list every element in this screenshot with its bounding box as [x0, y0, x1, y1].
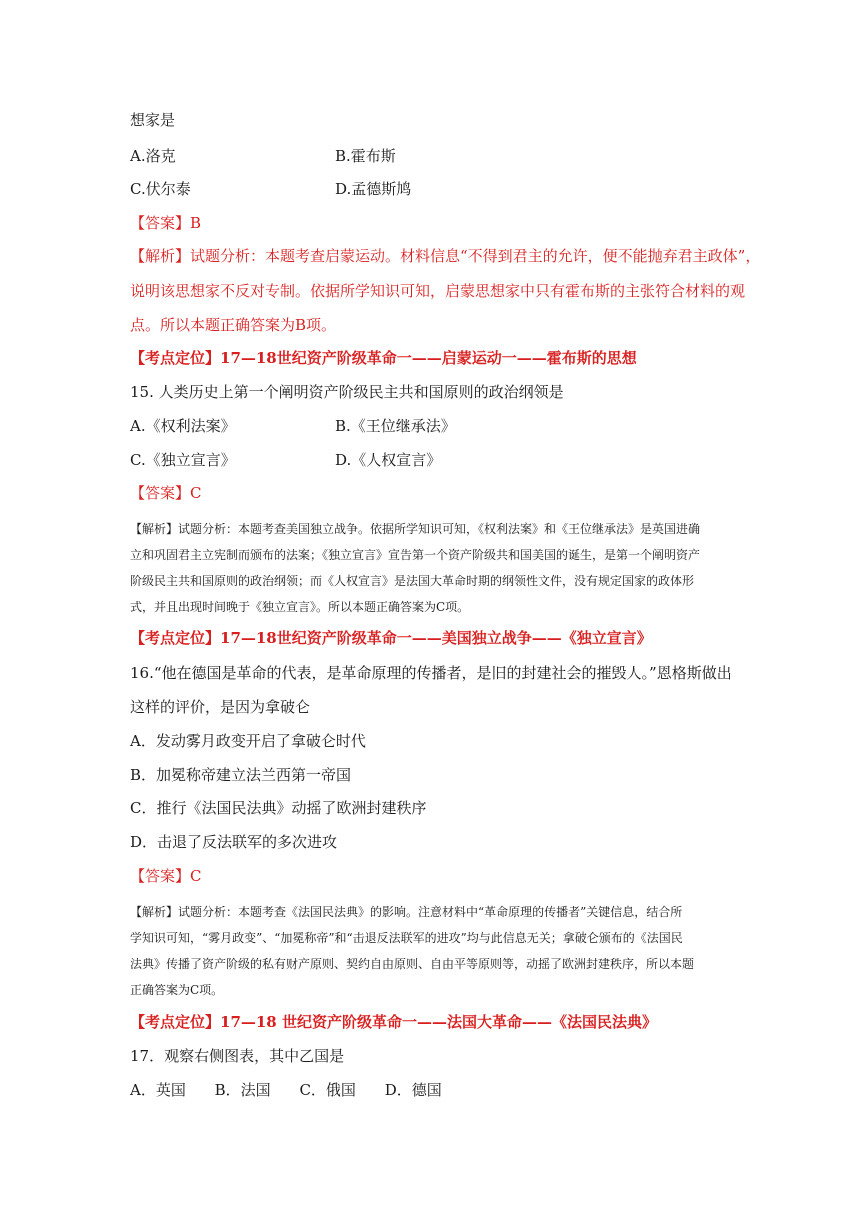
q15-option-c: C.《独立宣言》: [130, 451, 236, 469]
q14-analysis-line: 说明该思想家不反对专制。依据所学知识可知，启蒙思想家中只有霍布斯的主张符合材料的观: [130, 282, 746, 300]
q17-stem: 17．观察右侧图表，其中乙国是: [130, 1047, 345, 1065]
q14-analysis-line: 点。所以本题正确答案为B项。: [130, 316, 337, 334]
q14-option-a: A.洛克: [130, 147, 176, 165]
q16-location: 【考点定位】17—18 世纪资产阶级革命一——法国大革命——《法国民法典》: [130, 1013, 657, 1031]
q16-option-d: D．击退了反法联军的多次进攻: [130, 833, 338, 851]
q16-analysis-line: 学知识可知，“雾月政变”、“加冕称帝”和“击退反法联军的进攻”均与此信息无关；拿破仑颁布的《法国民: [130, 931, 683, 945]
q16-analysis-line: 法典》传播了资产阶级的私有财产原则、契约自由原则、自由平等原则等，动摇了欧洲封建秩序，所以本题: [130, 957, 695, 971]
q16-analysis-line: 正确答案为C项。: [130, 983, 224, 997]
q14-location: 【考点定位】17—18世纪资产阶级革命一——启蒙运动一——霍布斯的思想: [130, 349, 637, 367]
q17-option-a: A．英国: [130, 1081, 186, 1099]
q16-option-c: C．推行《法国民法典》动摇了欧洲封建秩序: [130, 799, 427, 817]
q15-option-b: B.《王位继承法》: [335, 417, 456, 435]
q17-option-c: C．俄国: [299, 1081, 356, 1099]
q17-option-b: B．法国: [214, 1081, 271, 1099]
q16-answer: 【答案】C: [130, 867, 202, 885]
q15-option-d: D.《人权宣言》: [335, 451, 442, 469]
q17-options: [130, 1080, 466, 1100]
q15-analysis-line: 阶级民主共和国原则的政治纲领；而《人权宣言》是法国大革命时期的纲领性文件，没有规定国家的政体形: [130, 574, 695, 588]
q14-option-c: C.伏尔泰: [130, 180, 191, 198]
q15-answer: 【答案】C: [130, 484, 202, 502]
q16-analysis-line: 【解析】试题分析：本题考查《法国民法典》的影响。注意材料中“革命原理的传播者”关键信息，结合所: [130, 905, 683, 919]
q16-stem-line: 这样的评价，是因为拿破仑: [130, 698, 311, 716]
q15-analysis-line: 立和巩固君主立宪制而颁布的法案；《独立宣言》宣告第一个资产阶级共和国美国的诞生，是第一个阐明资产: [130, 548, 701, 562]
q14-option-d: D.孟德斯鸠: [335, 180, 412, 198]
q15-option-a: A.《权利法案》: [130, 417, 236, 435]
q16-option-b: B．加冕称帝建立法兰西第一帝国: [130, 766, 352, 784]
q14-option-b: B.霍布斯: [335, 147, 396, 165]
q14-stem-tail: 想家是: [130, 111, 176, 129]
q14-analysis-line: 【解析】试题分析：本题考查启蒙运动。材料信息“不得到君主的允许，便不能抛弃君主政体”，: [130, 247, 761, 265]
q16-option-a: A．发动雾月政变开启了拿破仑时代: [130, 732, 366, 750]
q14-answer: 【答案】B: [130, 214, 202, 232]
q15-location: 【考点定位】17—18世纪资产阶级革命一——美国独立战争——《独立宣言》: [130, 629, 652, 647]
q17-option-d: D．德国: [384, 1081, 442, 1099]
q15-analysis-line: 式，并且出现时间晚于《独立宣言》。所以本题正确答案为C项。: [130, 600, 470, 614]
q15-stem: 15. 人类历史上第一个阐明资产阶级民主共和国原则的政治纲领是: [130, 383, 564, 401]
q16-stem-line: 16.“他在德国是革命的代表，是革命原理的传播者，是旧的封建社会的摧毁人。”恩格斯做出: [130, 664, 732, 682]
q15-analysis-line: 【解析】试题分析：本题考查美国独立战争。依据所学知识可知，《权利法案》和《王位继承法》是英国进确: [130, 522, 701, 536]
